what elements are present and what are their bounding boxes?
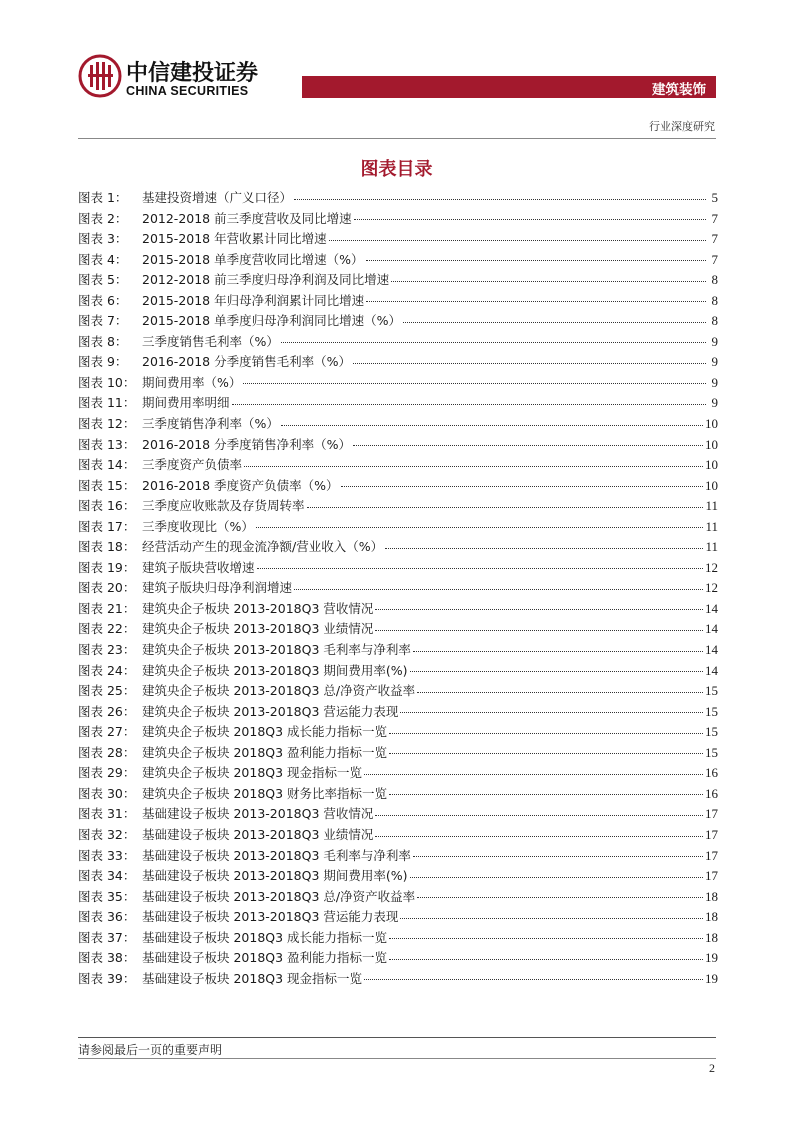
toc-entry-label: 图表 29： [78, 765, 136, 781]
toc-entry[interactable] [78, 825, 718, 846]
toc-entry-page: 7 [711, 251, 718, 267]
toc-leader-dots [341, 486, 704, 487]
toc-entry-title: 基础建设子板块 2013-2018Q3 期间费用率(%) [142, 868, 408, 884]
toc-entry-label: 图表 16： [78, 498, 136, 514]
footer-divider [78, 1037, 716, 1038]
toc-entry[interactable] [78, 435, 718, 456]
toc-entry-page: 7 [711, 210, 718, 226]
toc-entry-title: 建筑央企子板块 2013-2018Q3 毛利率与净利率 [142, 642, 411, 658]
toc-leader-dots [281, 425, 703, 426]
toc-entry[interactable] [78, 763, 718, 784]
toc-leader-dots [375, 609, 703, 610]
toc-entry-title: 2012-2018 前三季度营收及同比增速 [142, 210, 352, 226]
toc-entry[interactable] [78, 455, 718, 476]
toc-entry[interactable] [78, 722, 718, 743]
toc-entry[interactable] [78, 702, 718, 723]
toc-entry-label: 图表 22： [78, 621, 136, 637]
toc-entry-page: 17 [705, 847, 718, 863]
toc-leader-dots [366, 301, 706, 302]
toc-list [78, 188, 718, 989]
toc-leader-dots [257, 568, 703, 569]
section-bar [302, 76, 716, 98]
toc-leader-dots [389, 959, 703, 960]
toc-entry-label: 图表 15： [78, 477, 136, 493]
toc-entry-label: 图表 30： [78, 785, 136, 801]
toc-entry-page: 16 [705, 785, 718, 801]
toc-leader-dots [364, 979, 703, 980]
toc-entry-page: 16 [705, 765, 718, 781]
toc-entry-page: 17 [705, 826, 718, 842]
toc-entry-label: 图表 18： [78, 539, 136, 555]
toc-entry-page: 9 [711, 333, 718, 349]
toc-leader-dots [385, 548, 703, 549]
company-logo [78, 54, 259, 106]
toc-entry[interactable] [78, 188, 718, 209]
toc-entry-page: 9 [711, 374, 718, 390]
toc-leader-dots [375, 815, 703, 816]
toc-entry-title: 2012-2018 前三季度归母净利润及同比增速 [142, 272, 390, 288]
toc-leader-dots [410, 671, 703, 672]
disclaimer-note: 请参阅最后一页的重要声明 [78, 1043, 223, 1057]
toc-entry-title: 三季度应收账款及存货周转率 [142, 498, 305, 514]
toc-leader-dots [364, 774, 703, 775]
toc-entry-title: 2016-2018 分季度销售净利率（%） [142, 436, 351, 452]
toc-leader-dots [294, 589, 703, 590]
toc-entry[interactable] [78, 291, 718, 312]
toc-entry[interactable] [78, 784, 718, 805]
toc-entry[interactable] [78, 887, 718, 908]
page-header [0, 0, 793, 140]
toc-entry-title: 建筑子版块归母净利润增速 [142, 580, 293, 596]
toc-leader-dots [400, 712, 703, 713]
toc-entry-title: 基础建设子板块 2013-2018Q3 营运能力表现 [142, 909, 399, 925]
toc-entry-title: 三季度销售净利率（%） [142, 416, 279, 432]
toc-entry-label: 图表 6： [78, 292, 128, 308]
china-securities-logo-icon [78, 54, 122, 98]
toc-entry-title: 建筑央企子板块 2013-2018Q3 营收情况 [142, 600, 374, 616]
toc-title: 图表目录 [360, 159, 433, 180]
toc-leader-dots [389, 794, 703, 795]
toc-entry-label: 图表 5： [78, 272, 128, 288]
toc-entry-label: 图表 37： [78, 929, 136, 945]
toc-entry[interactable] [78, 969, 718, 990]
toc-leader-dots [366, 260, 707, 261]
toc-leader-dots [400, 918, 703, 919]
toc-entry[interactable] [78, 804, 718, 825]
toc-entry-page: 9 [711, 395, 718, 411]
header-divider [78, 138, 716, 139]
toc-entry-title: 基建投资增速（广义口径） [142, 190, 293, 205]
toc-entry[interactable] [78, 476, 718, 497]
report-type: 行业深度研究 [649, 120, 715, 133]
toc-entry-page: 5 [711, 190, 718, 205]
toc-entry-page: 10 [705, 477, 718, 493]
toc-entry-title: 期间费用率明细 [142, 395, 230, 411]
toc-entry[interactable] [78, 558, 718, 579]
toc-entry-title: 建筑央企子板块 2018Q3 盈利能力指标一览 [142, 744, 388, 760]
toc-leader-dots [413, 856, 703, 857]
toc-leader-dots [281, 342, 706, 343]
toc-leader-dots [417, 692, 703, 693]
toc-entry-page: 18 [705, 909, 718, 925]
toc-leader-dots [375, 630, 703, 631]
toc-entry-page: 10 [705, 436, 718, 452]
toc-leader-dots [413, 651, 703, 652]
toc-entry-label: 图表 13： [78, 436, 136, 452]
toc-leader-dots [353, 363, 706, 364]
toc-entry-title: 2015-2018 年营收累计同比增速 [142, 231, 327, 247]
toc-entry-page: 19 [705, 970, 718, 986]
toc-entry-label: 图表 19： [78, 559, 136, 575]
toc-leader-dots [389, 733, 703, 734]
toc-entry-label: 图表 32： [78, 826, 136, 842]
toc-entry-title: 2016-2018 分季度销售毛利率（%） [142, 354, 351, 370]
toc-entry[interactable] [78, 599, 718, 620]
toc-entry-title: 2015-2018 单季度营收同比增速（%） [142, 251, 364, 267]
toc-entry-label: 图表 27： [78, 724, 136, 740]
toc-entry-page: 8 [711, 292, 718, 308]
toc-entry-page: 14 [705, 662, 718, 678]
toc-entry-label: 图表 38： [78, 950, 136, 966]
toc-entry[interactable] [78, 866, 718, 887]
toc-entry-page: 9 [711, 354, 718, 370]
toc-entry-title: 基础建设子板块 2018Q3 成长能力指标一览 [142, 929, 388, 945]
toc-entry-title: 建筑央企子板块 2013-2018Q3 期间费用率(%) [142, 662, 408, 678]
toc-entry-label: 图表 12： [78, 416, 136, 432]
toc-entry-page: 10 [705, 457, 718, 473]
toc-entry-page: 8 [711, 313, 718, 329]
toc-entry-page: 12 [705, 559, 718, 575]
toc-entry-label: 图表 31： [78, 806, 136, 822]
toc-entry[interactable] [78, 393, 718, 414]
toc-entry[interactable] [78, 229, 718, 250]
toc-leader-dots [389, 753, 703, 754]
toc-entry-label: 图表 23： [78, 642, 136, 658]
toc-entry[interactable] [78, 907, 718, 928]
toc-entry-page: 18 [705, 888, 718, 904]
toc-entry[interactable] [78, 352, 718, 373]
toc-entry-page: 10 [705, 416, 718, 432]
toc-entry[interactable] [78, 373, 718, 394]
toc-entry-title: 建筑子版块营收增速 [142, 559, 255, 575]
toc-entry[interactable] [78, 928, 718, 949]
toc-entry-title: 建筑央企子板块 2013-2018Q3 业绩情况 [142, 621, 374, 637]
toc-entry[interactable] [78, 270, 718, 291]
toc-entry-label: 图表 10： [78, 374, 136, 390]
toc-entry-page: 11 [705, 518, 718, 534]
toc-entry-page: 14 [705, 642, 718, 658]
toc-leader-dots [354, 219, 706, 220]
toc-entry-title: 经营活动产生的现金流净额/营业收入（%） [142, 539, 384, 555]
toc-entry-page: 15 [705, 724, 718, 740]
toc-entry-label: 图表 20： [78, 580, 136, 596]
toc-entry-label: 图表 3： [78, 231, 128, 247]
toc-entry-title: 基础建设子板块 2013-2018Q3 毛利率与净利率 [142, 847, 411, 863]
toc-entry[interactable] [78, 250, 718, 271]
toc-entry-title: 三季度收现比（%） [142, 518, 254, 534]
toc-entry[interactable] [78, 537, 718, 558]
toc-leader-dots [353, 445, 703, 446]
toc-leader-dots [243, 383, 706, 384]
toc-entry-title: 建筑央企子板块 2018Q3 成长能力指标一览 [142, 724, 388, 740]
toc-leader-dots [375, 836, 703, 837]
toc-entry-label: 图表 8： [78, 333, 128, 349]
toc-entry-title: 2015-2018 单季度归母净利润同比增速（%） [142, 313, 401, 329]
logo-chinese-name: 中信建投证券 [126, 61, 259, 86]
section-title: 建筑装饰 [652, 82, 706, 98]
toc-entry-page: 15 [705, 683, 718, 699]
toc-entry-label: 图表 26： [78, 703, 136, 719]
toc-entry-label: 图表 39： [78, 970, 136, 986]
footer-divider-bottom [78, 1058, 716, 1059]
toc-entry-page: 17 [705, 806, 718, 822]
toc-leader-dots [256, 527, 704, 528]
page-number: 2 [709, 1061, 715, 1075]
toc-entry-label: 图表 33： [78, 847, 136, 863]
toc-entry-page: 17 [705, 868, 718, 884]
toc-entry-label: 图表 2： [78, 210, 128, 226]
toc-entry-page: 14 [705, 621, 718, 637]
toc-entry-page: 7 [711, 231, 718, 247]
toc-entry-page: 19 [705, 950, 718, 966]
toc-entry-label: 图表 11： [78, 395, 136, 411]
toc-entry-label: 图表 1： [78, 190, 128, 205]
toc-entry-label: 图表 25： [78, 683, 136, 699]
toc-entry-page: 11 [705, 539, 718, 555]
toc-entry-page: 11 [705, 498, 718, 514]
toc-leader-dots [294, 199, 706, 200]
toc-entry[interactable] [78, 209, 718, 230]
toc-entry[interactable] [78, 743, 718, 764]
toc-entry-label: 图表 4： [78, 251, 128, 267]
toc-leader-dots [391, 281, 706, 282]
toc-entry-page: 15 [705, 744, 718, 760]
toc-entry[interactable] [78, 332, 718, 353]
toc-entry-title: 期间费用率（%） [142, 374, 242, 390]
toc-leader-dots [307, 507, 704, 508]
toc-entry[interactable] [78, 578, 718, 599]
toc-leader-dots [244, 466, 703, 467]
toc-entry-title: 三季度销售毛利率（%） [142, 333, 279, 349]
toc-entry[interactable] [78, 846, 718, 867]
toc-entry-page: 8 [711, 272, 718, 288]
toc-entry-label: 图表 21： [78, 600, 136, 616]
toc-entry-title: 建筑央企子板块 2018Q3 现金指标一览 [142, 765, 363, 781]
toc-entry-label: 图表 9： [78, 354, 128, 370]
toc-entry[interactable] [78, 517, 718, 538]
toc-entry-title: 三季度资产负债率 [142, 457, 243, 473]
toc-entry-title: 基础建设子板块 2013-2018Q3 营收情况 [142, 806, 374, 822]
toc-leader-dots [329, 240, 706, 241]
toc-entry[interactable] [78, 619, 718, 640]
toc-entry-title: 建筑央企子板块 2018Q3 财务比率指标一览 [142, 785, 388, 801]
toc-entry-title: 基础建设子板块 2013-2018Q3 业绩情况 [142, 826, 374, 842]
toc-entry-label: 图表 7： [78, 313, 128, 329]
toc-entry-title: 2016-2018 季度资产负债率（%） [142, 477, 339, 493]
toc-entry[interactable] [78, 681, 718, 702]
toc-entry[interactable] [78, 661, 718, 682]
toc-entry-page: 12 [705, 580, 718, 596]
toc-entry-label: 图表 36： [78, 909, 136, 925]
toc-entry-label: 图表 35： [78, 888, 136, 904]
toc-entry-label: 图表 14： [78, 457, 136, 473]
toc-entry[interactable] [78, 640, 718, 661]
logo-english-name: CHINA SECURITIES [126, 84, 249, 98]
toc-leader-dots [389, 938, 703, 939]
toc-entry-title: 基础建设子板块 2013-2018Q3 总/净资产收益率 [142, 888, 416, 904]
toc-entry-label: 图表 24： [78, 662, 136, 678]
toc-entry-title: 基础建设子板块 2018Q3 现金指标一览 [142, 970, 363, 986]
toc-entry[interactable] [78, 414, 718, 435]
toc-entry-title: 建筑央企子板块 2013-2018Q3 总/净资产收益率 [142, 683, 416, 699]
toc-entry-title: 基础建设子板块 2018Q3 盈利能力指标一览 [142, 950, 388, 966]
toc-entry[interactable] [78, 496, 718, 517]
toc-entry-page: 18 [705, 929, 718, 945]
toc-entry[interactable] [78, 311, 718, 332]
toc-entry-label: 图表 28： [78, 744, 136, 760]
toc-entry-label: 图表 34： [78, 868, 136, 884]
toc-entry-title: 建筑央企子板块 2013-2018Q3 营运能力表现 [142, 703, 399, 719]
toc-entry[interactable] [78, 948, 718, 969]
toc-entry-page: 15 [705, 703, 718, 719]
toc-leader-dots [410, 877, 703, 878]
toc-leader-dots [403, 322, 706, 323]
toc-entry-label: 图表 17： [78, 518, 136, 534]
toc-entry-title: 2015-2018 年归母净利润累计同比增速 [142, 292, 365, 308]
toc-leader-dots [232, 404, 706, 405]
toc-entry-page: 14 [705, 600, 718, 616]
toc-leader-dots [417, 897, 703, 898]
